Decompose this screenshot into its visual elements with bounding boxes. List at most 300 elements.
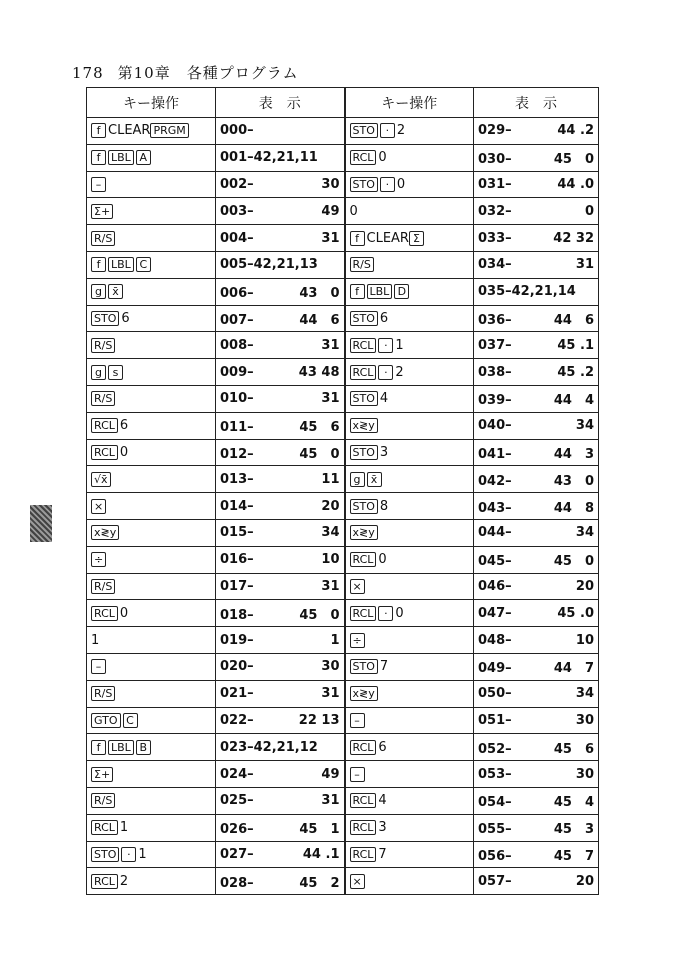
key-text: 0 bbox=[378, 552, 387, 568]
calculator-key: R/S bbox=[91, 579, 115, 594]
key-code: 45 0 bbox=[299, 607, 340, 623]
right-key-ops-cell bbox=[345, 439, 474, 466]
step-number: 003– bbox=[220, 203, 254, 219]
table-row bbox=[87, 814, 599, 841]
right-key-ops-cell bbox=[345, 118, 474, 145]
key-text: 1 bbox=[119, 820, 129, 836]
step-number: 008– bbox=[220, 337, 254, 353]
left-key-ops-cell bbox=[87, 466, 216, 493]
key-code: 34 bbox=[575, 418, 594, 434]
key-text: 4 bbox=[379, 391, 389, 407]
calculator-key: RCL bbox=[350, 847, 377, 862]
key-code: 44 3 bbox=[553, 446, 594, 462]
table-row bbox=[87, 466, 599, 493]
step-number: 054– bbox=[478, 795, 512, 811]
key-code: 45 0 bbox=[553, 554, 594, 570]
step-number: 019– bbox=[220, 632, 254, 648]
left-key-ops-cell bbox=[87, 653, 216, 680]
table-row bbox=[87, 573, 599, 600]
step-number: 004– bbox=[220, 230, 254, 246]
left-display-cell bbox=[216, 653, 345, 680]
right-key-ops-cell bbox=[345, 305, 474, 332]
key-code: 34 bbox=[321, 525, 340, 541]
step-number: 018– bbox=[220, 607, 254, 623]
calculator-key: · bbox=[378, 338, 393, 353]
calculator-key: STO bbox=[91, 847, 119, 862]
right-display-cell bbox=[474, 707, 599, 734]
calculator-key: STO bbox=[350, 311, 378, 326]
key-code: 30 bbox=[321, 176, 340, 192]
left-display-cell bbox=[216, 359, 345, 386]
step-number: 013– bbox=[220, 471, 254, 487]
calculator-key: × bbox=[350, 579, 365, 594]
left-display-cell bbox=[216, 439, 345, 466]
key-text: 6 bbox=[378, 739, 387, 755]
key-code: 44 6 bbox=[299, 312, 340, 328]
step-number: 035–42,21,14 bbox=[478, 284, 576, 300]
right-display-cell bbox=[474, 278, 599, 305]
calculator-key: RCL bbox=[350, 552, 377, 567]
calculator-key: x≷y bbox=[350, 418, 378, 433]
right-key-ops-cell bbox=[345, 734, 474, 761]
step-number: 053– bbox=[478, 766, 512, 782]
step-number: 047– bbox=[478, 605, 512, 621]
key-code: 43 0 bbox=[299, 286, 340, 302]
key-code: 0 bbox=[584, 203, 594, 219]
calculator-key: f bbox=[91, 257, 106, 272]
calculator-key: STO bbox=[350, 177, 378, 192]
table-row bbox=[87, 251, 599, 278]
left-display-cell bbox=[216, 627, 345, 654]
key-code: 20 bbox=[321, 498, 340, 514]
key-code: 45 .0 bbox=[557, 605, 594, 621]
right-key-ops-cell bbox=[345, 225, 474, 252]
left-key-ops-cell bbox=[87, 519, 216, 546]
left-key-ops-cell bbox=[87, 171, 216, 198]
left-key-ops-cell bbox=[87, 385, 216, 412]
table-row bbox=[87, 627, 599, 654]
step-number: 022– bbox=[220, 712, 254, 728]
right-display-cell bbox=[474, 787, 599, 814]
key-code: 34 bbox=[575, 686, 594, 702]
calculator-key: R/S bbox=[91, 231, 115, 246]
key-text: CLEAR bbox=[108, 123, 151, 139]
calculator-key: – bbox=[91, 659, 106, 674]
key-text: 2 bbox=[119, 873, 129, 889]
table-row bbox=[87, 305, 599, 332]
right-display-cell bbox=[474, 251, 599, 278]
step-number: 048– bbox=[478, 632, 512, 648]
left-display-cell bbox=[216, 144, 345, 171]
left-display-cell bbox=[216, 546, 345, 573]
calculator-key: x̄ bbox=[367, 472, 382, 487]
calculator-key: C bbox=[136, 257, 151, 272]
key-code: 42 32 bbox=[553, 230, 594, 246]
left-display-cell bbox=[216, 761, 345, 788]
step-number: 025– bbox=[220, 793, 254, 809]
right-display-cell bbox=[474, 144, 599, 171]
key-text: 0 bbox=[396, 176, 406, 192]
key-text: 2 bbox=[396, 123, 406, 139]
right-display-cell bbox=[474, 385, 599, 412]
right-display-cell bbox=[474, 627, 599, 654]
calculator-key: LBL bbox=[367, 284, 393, 299]
step-number: 029– bbox=[478, 123, 512, 139]
calculator-key: RCL bbox=[91, 606, 118, 621]
calculator-key: RCL bbox=[91, 820, 118, 835]
left-key-ops-cell bbox=[87, 627, 216, 654]
calculator-key: STO bbox=[91, 311, 119, 326]
right-key-ops-cell bbox=[345, 519, 474, 546]
left-display-cell bbox=[216, 332, 345, 359]
key-text: 3 bbox=[379, 444, 389, 460]
calculator-key: · bbox=[380, 123, 395, 138]
calculator-key: x̄ bbox=[108, 284, 123, 299]
calculator-key: x≷y bbox=[350, 525, 378, 540]
key-text: 2 bbox=[395, 364, 404, 380]
left-display-cell bbox=[216, 680, 345, 707]
table-row bbox=[87, 198, 599, 225]
calculator-key: RCL bbox=[350, 338, 377, 353]
calculator-key: RCL bbox=[91, 418, 118, 433]
right-key-ops-cell bbox=[345, 761, 474, 788]
key-code: 44 8 bbox=[553, 500, 594, 516]
key-text: 0 bbox=[395, 605, 404, 621]
calculator-key: f bbox=[91, 150, 106, 165]
table-row bbox=[87, 332, 599, 359]
step-number: 027– bbox=[220, 846, 254, 862]
key-text: 0 bbox=[378, 150, 387, 166]
step-number: 012– bbox=[220, 446, 254, 462]
calculator-key: Σ bbox=[409, 231, 424, 246]
table-row bbox=[87, 359, 599, 386]
key-code: 43 48 bbox=[298, 364, 340, 380]
step-number: 009– bbox=[220, 364, 254, 380]
table-row bbox=[87, 171, 599, 198]
header-display-left: 表 示 bbox=[216, 88, 345, 118]
page-header bbox=[72, 62, 299, 83]
table-row bbox=[87, 653, 599, 680]
key-text: 6 bbox=[121, 310, 130, 326]
calculator-key: RCL bbox=[350, 150, 377, 165]
calculator-key: RCL bbox=[91, 874, 118, 889]
table-row bbox=[87, 707, 599, 734]
table-row bbox=[87, 493, 599, 520]
left-key-ops-cell bbox=[87, 144, 216, 171]
calculator-key: R/S bbox=[91, 793, 115, 808]
key-code: 45 0 bbox=[299, 446, 340, 462]
step-number: 005–42,21,13 bbox=[220, 257, 318, 273]
key-code: 44 6 bbox=[553, 312, 594, 328]
calculator-key: s bbox=[108, 365, 123, 380]
right-display-cell bbox=[474, 439, 599, 466]
step-number: 046– bbox=[478, 578, 512, 594]
key-code: 30 bbox=[575, 766, 594, 782]
right-key-ops-cell bbox=[345, 251, 474, 278]
calculator-key: · bbox=[378, 606, 393, 621]
right-key-ops-cell bbox=[345, 573, 474, 600]
page-number: 178 bbox=[72, 64, 104, 82]
left-key-ops-cell bbox=[87, 787, 216, 814]
calculator-key: D bbox=[394, 284, 409, 299]
right-key-ops-cell bbox=[345, 600, 474, 627]
left-display-cell bbox=[216, 493, 345, 520]
left-key-ops-cell bbox=[87, 493, 216, 520]
key-text: CLEAR bbox=[366, 230, 409, 246]
table-row bbox=[87, 385, 599, 412]
left-display-cell bbox=[216, 519, 345, 546]
calculator-key: f bbox=[350, 284, 365, 299]
key-code: 45 6 bbox=[553, 741, 594, 757]
calculator-key: LBL bbox=[108, 150, 134, 165]
key-code: 45 3 bbox=[553, 822, 594, 838]
key-code: 31 bbox=[575, 257, 594, 273]
calculator-key: R/S bbox=[91, 338, 115, 353]
calculator-key: · bbox=[378, 365, 393, 380]
left-display-cell bbox=[216, 707, 345, 734]
step-number: 040– bbox=[478, 418, 512, 434]
right-display-cell bbox=[474, 332, 599, 359]
step-number: 056– bbox=[478, 848, 512, 864]
right-key-ops-cell bbox=[345, 332, 474, 359]
key-code: 34 bbox=[575, 525, 594, 541]
calculator-key: RCL bbox=[91, 445, 118, 460]
step-number: 020– bbox=[220, 659, 254, 675]
calculator-key: – bbox=[91, 177, 106, 192]
calculator-key: × bbox=[350, 874, 365, 889]
calculator-key: – bbox=[350, 767, 365, 782]
step-number: 042– bbox=[478, 473, 512, 489]
calculator-key: g bbox=[350, 472, 365, 487]
key-code: 43 0 bbox=[553, 473, 594, 489]
step-number: 045– bbox=[478, 554, 512, 570]
step-number: 023–42,21,12 bbox=[220, 739, 318, 755]
table-row bbox=[87, 278, 599, 305]
key-code: 44 4 bbox=[553, 393, 594, 409]
left-display-cell bbox=[216, 841, 345, 868]
calculator-key: RCL bbox=[350, 793, 377, 808]
left-key-ops-cell bbox=[87, 707, 216, 734]
step-number: 052– bbox=[478, 741, 512, 757]
key-text: 6 bbox=[379, 310, 389, 326]
header-key-ops-left: キー操作 bbox=[87, 88, 216, 118]
step-number: 031– bbox=[478, 176, 512, 192]
left-display-cell bbox=[216, 305, 345, 332]
calculator-key: R/S bbox=[91, 686, 115, 701]
right-display-cell bbox=[474, 600, 599, 627]
step-number: 036– bbox=[478, 312, 512, 328]
calculator-key: STO bbox=[350, 499, 378, 514]
left-display-cell bbox=[216, 466, 345, 493]
table-row bbox=[87, 225, 599, 252]
calculator-key: RCL bbox=[350, 365, 377, 380]
calculator-key: C bbox=[123, 713, 138, 728]
table-row bbox=[87, 680, 599, 707]
right-key-ops-cell bbox=[345, 653, 474, 680]
step-number: 015– bbox=[220, 525, 254, 541]
left-key-ops-cell bbox=[87, 359, 216, 386]
calculator-key: g bbox=[91, 284, 106, 299]
key-code: 22 13 bbox=[298, 712, 340, 728]
calculator-key: g bbox=[91, 365, 106, 380]
step-number: 006– bbox=[220, 286, 254, 302]
right-display-cell bbox=[474, 868, 599, 895]
table-row bbox=[87, 868, 599, 895]
step-number: 038– bbox=[478, 364, 512, 380]
left-display-cell bbox=[216, 385, 345, 412]
step-number: 033– bbox=[478, 230, 512, 246]
key-code: 30 bbox=[321, 659, 340, 675]
right-display-cell bbox=[474, 653, 599, 680]
left-display-cell bbox=[216, 573, 345, 600]
key-text: 7 bbox=[378, 846, 387, 862]
step-number: 017– bbox=[220, 578, 254, 594]
table-row bbox=[87, 118, 599, 145]
step-number: 001–42,21,11 bbox=[220, 150, 318, 166]
right-display-cell bbox=[474, 493, 599, 520]
step-number: 016– bbox=[220, 552, 254, 568]
calculator-key: LBL bbox=[108, 740, 134, 755]
key-code: 45 .2 bbox=[557, 364, 594, 380]
key-code: 45 .1 bbox=[557, 337, 594, 353]
right-display-cell bbox=[474, 412, 599, 439]
right-display-cell bbox=[474, 814, 599, 841]
key-code: 44 .0 bbox=[557, 176, 594, 192]
key-text: 0 bbox=[349, 203, 358, 219]
key-text: 4 bbox=[378, 793, 387, 809]
right-display-cell bbox=[474, 573, 599, 600]
left-display-cell bbox=[216, 171, 345, 198]
key-code: 31 bbox=[321, 337, 340, 353]
step-number: 014– bbox=[220, 498, 254, 514]
right-display-cell bbox=[474, 198, 599, 225]
right-display-cell bbox=[474, 305, 599, 332]
calculator-key: – bbox=[350, 713, 365, 728]
key-text: 0 bbox=[119, 444, 129, 460]
left-display-cell bbox=[216, 251, 345, 278]
right-display-cell bbox=[474, 225, 599, 252]
table-row bbox=[87, 841, 599, 868]
right-key-ops-cell bbox=[345, 493, 474, 520]
right-key-ops-cell bbox=[345, 412, 474, 439]
left-key-ops-cell bbox=[87, 305, 216, 332]
table-row bbox=[87, 519, 599, 546]
right-key-ops-cell bbox=[345, 868, 474, 895]
table-row bbox=[87, 439, 599, 466]
key-code: 44 7 bbox=[553, 661, 594, 677]
step-number: 030– bbox=[478, 152, 512, 168]
right-display-cell bbox=[474, 761, 599, 788]
step-number: 010– bbox=[220, 391, 254, 407]
table-row bbox=[87, 761, 599, 788]
key-text: 7 bbox=[379, 659, 389, 675]
right-key-ops-cell bbox=[345, 627, 474, 654]
right-key-ops-cell bbox=[345, 278, 474, 305]
right-key-ops-cell bbox=[345, 171, 474, 198]
left-key-ops-cell bbox=[87, 814, 216, 841]
calculator-key: STO bbox=[350, 659, 378, 674]
key-code: 31 bbox=[321, 686, 340, 702]
step-number: 051– bbox=[478, 712, 512, 728]
right-key-ops-cell bbox=[345, 198, 474, 225]
key-code: 20 bbox=[575, 578, 594, 594]
right-key-ops-cell bbox=[345, 841, 474, 868]
right-display-cell bbox=[474, 466, 599, 493]
key-code: 10 bbox=[321, 552, 340, 568]
table-row bbox=[87, 734, 599, 761]
calculator-key: f bbox=[91, 123, 106, 138]
calculator-key: x≷y bbox=[91, 525, 119, 540]
key-text: 1 bbox=[91, 632, 100, 648]
calculator-key: · bbox=[380, 177, 395, 192]
table-row bbox=[87, 600, 599, 627]
step-number: 050– bbox=[478, 686, 512, 702]
right-display-cell bbox=[474, 546, 599, 573]
calculator-key: ÷ bbox=[91, 552, 106, 567]
calculator-key: RCL bbox=[350, 740, 377, 755]
right-key-ops-cell bbox=[345, 707, 474, 734]
calculator-key: ÷ bbox=[350, 633, 365, 648]
key-code: 45 1 bbox=[299, 822, 340, 838]
calculator-key: Σ+ bbox=[91, 767, 113, 782]
step-number: 057– bbox=[478, 873, 512, 889]
header-display-right: 表 示 bbox=[474, 88, 599, 118]
table-row bbox=[87, 546, 599, 573]
key-code: 49 bbox=[321, 766, 340, 782]
thumb-index-tab bbox=[30, 505, 52, 542]
calculator-key: R/S bbox=[350, 257, 374, 272]
step-number: 011– bbox=[220, 420, 254, 436]
key-code: 20 bbox=[575, 873, 594, 889]
left-display-cell bbox=[216, 600, 345, 627]
step-number: 041– bbox=[478, 446, 512, 462]
right-display-cell bbox=[474, 171, 599, 198]
left-key-ops-cell bbox=[87, 573, 216, 600]
left-key-ops-cell bbox=[87, 198, 216, 225]
chapter-title: 第10章 各種プログラム bbox=[117, 64, 299, 82]
right-display-cell bbox=[474, 734, 599, 761]
left-key-ops-cell bbox=[87, 600, 216, 627]
key-text: 1 bbox=[395, 337, 404, 353]
left-key-ops-cell bbox=[87, 734, 216, 761]
left-key-ops-cell bbox=[87, 332, 216, 359]
key-code: 45 7 bbox=[553, 848, 594, 864]
left-display-cell bbox=[216, 198, 345, 225]
key-code: 49 bbox=[321, 203, 340, 219]
right-key-ops-cell bbox=[345, 466, 474, 493]
right-display-cell bbox=[474, 841, 599, 868]
left-key-ops-cell bbox=[87, 412, 216, 439]
calculator-key: Σ+ bbox=[91, 204, 113, 219]
calculator-key: √x̄ bbox=[91, 472, 111, 487]
key-text: 3 bbox=[378, 820, 387, 836]
left-display-cell bbox=[216, 412, 345, 439]
key-code: 45 2 bbox=[299, 875, 340, 891]
left-key-ops-cell bbox=[87, 278, 216, 305]
left-display-cell bbox=[216, 118, 345, 145]
left-key-ops-cell bbox=[87, 439, 216, 466]
key-text: 1 bbox=[138, 846, 147, 862]
calculator-key: LBL bbox=[108, 257, 134, 272]
step-number: 007– bbox=[220, 312, 254, 328]
program-listing-table bbox=[86, 87, 599, 895]
calculator-key: GTO bbox=[91, 713, 121, 728]
right-display-cell bbox=[474, 118, 599, 145]
key-code: 31 bbox=[321, 578, 340, 594]
calculator-key: x≷y bbox=[350, 686, 378, 701]
left-key-ops-cell bbox=[87, 546, 216, 573]
key-code: 45 6 bbox=[299, 420, 340, 436]
